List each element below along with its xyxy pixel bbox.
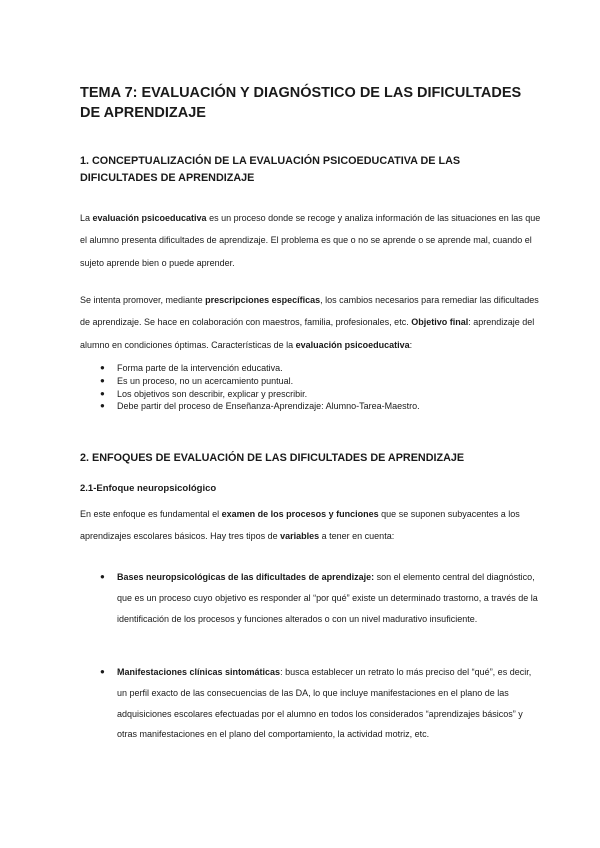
text-run: Se intenta promover, mediante (80, 295, 206, 305)
text-run: que se suponen subyacentes a los aprendizajes escolares básicos. Hay tres tipos de (80, 509, 520, 542)
text-run: a tener en cuenta: (319, 531, 395, 542)
section-2-paragraph-1 (80, 503, 542, 548)
list-item (100, 362, 540, 375)
section-1-paragraph-1 (80, 207, 542, 274)
bold-term: evaluación psicoeducativa (295, 339, 410, 350)
bold-term: variables (280, 531, 320, 542)
characteristics-list (100, 362, 540, 413)
list-item-text: Los objetivos son describir, explicar y prescribir. (117, 388, 308, 399)
document-title: TEMA 7: EVALUACIÓN Y DIAGNÓSTICO DE LAS DIFICULTADES DE APRENDIZAJE (80, 85, 522, 121)
list-item (100, 375, 540, 388)
text-run: : (409, 339, 413, 350)
list-item-text: son el elemento central del diagnóstico, que es un proceso cuyo objetivo es responder al “por qué” existe un determinado trastorno, a través de la identificación de los procesos y funciones alterados o con un nivel madurativo insuficiente. (117, 572, 538, 624)
bold-term: Bases neuropsicológicas de las dificultades de aprendizaje: (117, 572, 375, 582)
bullet-icon: ● (100, 401, 105, 411)
list-item (100, 567, 540, 629)
list-item (100, 662, 540, 745)
text-run: La (80, 213, 93, 223)
bullet-icon: ● (100, 375, 105, 385)
bullet-icon: ● (100, 667, 105, 676)
bullet-icon: ● (100, 388, 105, 398)
bold-term: Manifestaciones clínicas sintomáticas (117, 667, 281, 677)
section-2-1-heading: 2.1-Enfoque neuropsicológico (80, 483, 217, 494)
section-1-paragraph-2 (80, 289, 542, 356)
section-1-heading: 1. CONCEPTUALIZACIÓN DE LA EVALUACIÓN PSICOEDUCATIVA DE LAS DIFICULTADES DE APRENDIZAJE (80, 155, 461, 184)
text-run: es un proceso donde se recoge y analiza información de las situaciones en las que el alumno presenta dificultades de aprendizaje. El problema es que o no se aprende o se aprende mal, cuando el sujeto aprende bien o puede aprender. (80, 213, 541, 268)
list-item (100, 400, 540, 413)
bullet-icon: ● (100, 572, 105, 581)
section-2-heading: 2. ENFOQUES DE EVALUACIÓN DE LAS DIFICULTADES DE APRENDIZAJE (80, 452, 465, 464)
bold-term: evaluación psicoeducativa (92, 213, 207, 223)
list-item (100, 388, 540, 401)
list-item-text: Debe partir del proceso de Enseñanza-Aprendizaje: Alumno-Tarea-Maestro. (117, 401, 420, 412)
list-item-text: Forma parte de la intervención educativa. (117, 363, 283, 373)
variables-list-1 (100, 567, 540, 629)
bold-term: examen de los procesos y funciones (221, 509, 379, 519)
list-item-text: : busca establecer un retrato lo más preciso del “qué”, es decir, un perfil exacto de las consecuencias de las DA, lo que incluye manifestaciones en el plano de las adquisiciones escolares efectuadas por el alumno en todos los considerados “aprendizajes básicos” y otras manifestaciones en el plano del comportamiento, la actividad motriz, etc. (117, 667, 532, 740)
text-run: : aprendizaje del alumno en condiciones óptimas. Características de la (80, 317, 535, 350)
text-run: , los cambios necesarios para remediar las dificultades de aprendizaje. Se hace en colaboración con maestros, familia, profesionales, etc. (80, 295, 539, 328)
list-item-text: Es un proceso, no un acercamiento puntual. (117, 375, 294, 386)
bold-term: prescripciones específicas (205, 295, 321, 305)
variables-list-2 (100, 662, 540, 745)
bullet-icon: ● (100, 363, 105, 372)
bold-term: Objetivo final (411, 317, 469, 328)
text-run: En este enfoque es fundamental el (80, 509, 222, 519)
